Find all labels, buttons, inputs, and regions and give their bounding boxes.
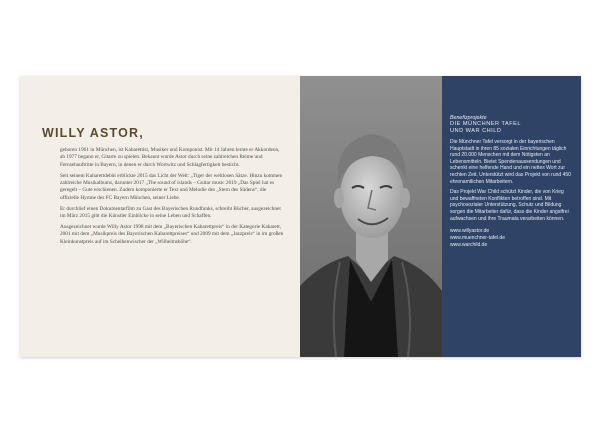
bio-paragraph-1: geboren 1961 in München, ist Kabarettist, Musiker und Komponist. Mit 14 Jahren lernte er Akkordeon, ab 1977 begann er, Gitarre zu spielen. Bekannt wurde Astor durch seine zahlreichen Reime und Fernsehauftritte in Bayern, in denen er durch Wortwitz und Schlagfertigkeit besticht. xyxy=(60,147,280,168)
artist-name-heading: WILLY ASTOR, xyxy=(42,126,144,140)
charity-kicker: Benefizprojekte xyxy=(450,115,487,121)
link-willyastor[interactable]: www.willyastor.de xyxy=(450,228,490,235)
website-links xyxy=(450,228,571,248)
biography-text xyxy=(42,147,284,246)
portrait-photo xyxy=(300,76,442,357)
bio-paragraph-4: Ausgezeichnet wurde Willy Astor 1998 mit dem „Bayerischen Kabarettpreis“ in der Kategorie Kabarett, 2001 mit dem „Musikpreis des Bayerischen Kabarettpreises“ und 2009 mit dem „Jazzpreis“ in im großen Kleinkunstpreis auf im Scheibenwischer der „Wilhelmshöhe“. xyxy=(60,223,284,245)
booklet-spread xyxy=(20,76,581,357)
bio-paragraph-3: Er durchlief einen Dokumentarfilm zu Gast des Bayerischen Rundfunks, schreibt Bücher, ausgezeichnet im März 2015 gibt die Künstler Einblicke in seine Leben und Schaffen. xyxy=(60,205,281,220)
warchild-paragraph: Das Projekt War Child schützt Kinder, die von Krieg und bewaffneten Konflikten betroffen sind. Mit psychosozialer Unterstützung, Schutz und Bildung sorgen die Mitarbeiter dafür, dass die Kinder angstfrei aufwachsen und ihre Traumata verarbeiten können. xyxy=(450,189,569,222)
tafel-paragraph: Die Münchner Tafel versorgt in der bayerischen Hauptstadt in ihren 85 sozialen Einrichtungen täglich rund 20.000 Menschen mit dem Nötigsten an Lebensmitteln. Bietet Spendenaussendungen und schenkt eine helfende Hand und ein nettes Wort zur rechten Zeit. Unterstützt wird das Projekt von rund 450 ehrenamtlichen Mitarbeitern. xyxy=(450,139,571,185)
bio-paragraph-2: Seit seinem Kabarettdebüt erblickte 2015 das Licht der Welt: „Tiger der weltlosen Sätze. Hinzu kommen zahlreiche Musikalbums, darunter 2017 „The sound of islands – Guitar music 2019 „Das Spiel hat es geregelt – Gute erschienen. Zudem komponierte er Text und Melodie des „Stern des Südens“, die offizielle Hymne des FC Bayern München, seiner Liebe. xyxy=(60,172,283,201)
link-warchild[interactable]: www.warchild.de xyxy=(450,241,488,248)
portrait-illustration xyxy=(300,76,442,357)
charity-panel xyxy=(442,76,581,357)
biography-panel xyxy=(20,76,300,357)
charity-title-line-2: UND WAR CHILD xyxy=(450,128,502,135)
charity-title-line-1: DIE MÜNCHNER TAFEL xyxy=(450,121,521,128)
link-muenchner-tafel[interactable]: www.muenchner-tafel.de xyxy=(450,234,506,241)
